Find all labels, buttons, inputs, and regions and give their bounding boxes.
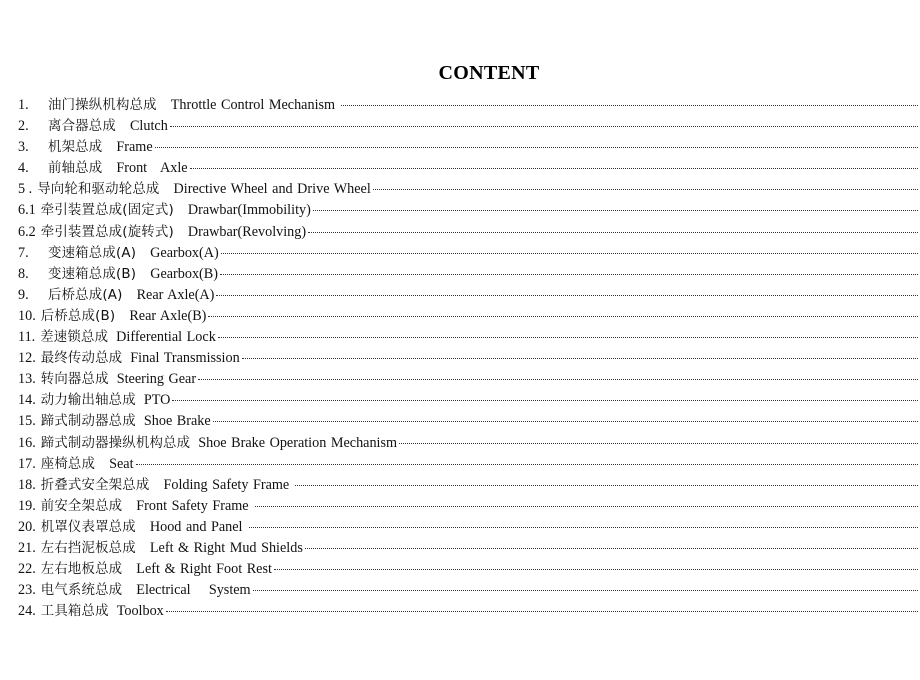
entry-number: 16. <box>18 434 36 451</box>
toc-entry <box>0 601 918 622</box>
dot-leader <box>274 569 918 570</box>
entry-title-english: Left & Right Mud Shields <box>149 539 303 556</box>
toc-entry <box>0 390 918 411</box>
entry-title-english: Rear Axle(B) <box>129 307 207 324</box>
toc-entry <box>0 475 918 496</box>
toc-entry <box>0 222 918 243</box>
entry-title-chinese: 蹄式制动器总成 <box>40 414 136 430</box>
entry-title-english: Front Safety Frame <box>136 497 249 514</box>
dot-leader <box>216 295 918 296</box>
dot-leader <box>170 126 918 127</box>
dot-leader <box>253 590 918 591</box>
entry-title-chinese: 最终传动总成 <box>40 351 123 367</box>
dot-leader <box>242 358 918 359</box>
toc-entry <box>0 369 918 390</box>
entry-number: 8. <box>18 265 29 282</box>
toc-entry <box>0 264 918 285</box>
toc-entry <box>0 580 918 601</box>
entry-title-chinese: 动力输出轴总成 <box>40 393 136 409</box>
entry-number: 2. <box>18 118 29 135</box>
dot-leader <box>308 232 918 233</box>
entry-title-chinese: 电气系统总成 <box>40 583 123 599</box>
dot-leader <box>190 168 918 169</box>
entry-title-chinese: 后桥总成(A) <box>48 287 123 303</box>
toc-entry <box>0 433 918 454</box>
entry-number: 14. <box>18 392 36 409</box>
entry-title-english: Differential Lock <box>116 329 216 346</box>
toc-entry <box>0 496 918 517</box>
entry-title-chinese: 前安全架总成 <box>40 498 123 514</box>
entry-number: 24. <box>18 603 36 620</box>
dot-leader <box>166 611 918 612</box>
entry-number: 22. <box>18 561 36 578</box>
entry-title-chinese: 工具箱总成 <box>40 604 109 620</box>
entry-title-chinese: 座椅总成 <box>40 456 96 472</box>
entry-title-english: Clutch <box>129 118 168 135</box>
entry-title-chinese: 油门操纵机构总成 <box>48 98 157 113</box>
dot-leader <box>399 443 918 444</box>
entry-title-english: Electrical System <box>136 582 251 599</box>
entry-number: 21. <box>18 539 36 556</box>
dot-leader <box>213 421 918 422</box>
page-title: CONTENT <box>438 62 540 84</box>
entry-number: 4. <box>18 160 29 177</box>
entry-title-english: Steering Gear <box>116 371 197 388</box>
entry-title-chinese: 前轴总成 <box>48 161 103 177</box>
toc-entry <box>0 116 918 137</box>
entry-title-english: Seat <box>109 455 134 472</box>
entry-title-english: Rear Axle(A) <box>136 286 215 303</box>
entry-number: 18. <box>18 476 36 493</box>
entry-number: 23. <box>18 582 36 599</box>
entry-number: 9. <box>18 286 29 303</box>
entry-title-english: Hood and Panel <box>149 518 243 535</box>
dot-leader <box>208 316 918 317</box>
entry-number: 1. <box>18 97 29 113</box>
dot-leader <box>172 400 918 401</box>
toc-entry <box>0 559 918 580</box>
entry-number: 12. <box>18 350 36 367</box>
dot-leader <box>249 527 918 528</box>
entry-title-chinese: 牵引装置总成(旋转式) <box>40 224 174 240</box>
entry-title-english: Folding Safety Frame <box>163 476 290 493</box>
dot-leader <box>373 189 918 190</box>
entry-title-chinese: 机罩仪表罩总成 <box>40 519 136 535</box>
entry-title-chinese: 左右地板总成 <box>40 562 123 578</box>
entry-title-english: Left & Right Foot Rest <box>136 561 272 578</box>
dot-leader <box>155 147 918 148</box>
toc-entry <box>0 538 918 559</box>
entry-title-chinese: 牵引装置总成(固定式) <box>40 203 174 219</box>
entry-title-english: Front Axle <box>116 160 188 177</box>
entry-title-english: Gearbox(A) <box>150 244 219 261</box>
entry-title-chinese: 离合器总成 <box>48 119 116 135</box>
entry-title-english: Throttle Control Mechanism <box>170 97 336 113</box>
dot-leader <box>295 485 918 486</box>
toc-entry <box>0 327 918 348</box>
dot-leader <box>221 253 918 254</box>
toc-entry <box>0 454 918 475</box>
entry-number: 11. <box>18 329 36 346</box>
entry-title-english: Frame <box>116 139 153 156</box>
toc-entry <box>0 243 918 264</box>
entry-title-chinese: 后桥总成(B) <box>40 308 116 324</box>
entry-number: 5 . <box>18 181 33 198</box>
entry-number: 10. <box>18 307 36 324</box>
entry-number: 6.1 <box>18 202 36 219</box>
dot-leader <box>136 464 918 465</box>
entry-title-english: Shoe Brake Operation Mechanism <box>198 434 398 451</box>
entry-title-chinese: 蹄式制动器操纵机构总成 <box>40 435 191 451</box>
entry-title-chinese: 左右挡泥板总成 <box>40 540 136 556</box>
toc-entry <box>0 348 918 369</box>
entry-number: 19. <box>18 497 36 514</box>
entry-title-english: Drawbar(Revolving) <box>187 223 307 240</box>
entry-title-english: Toolbox <box>116 603 164 620</box>
entry-title-chinese: 机架总成 <box>48 140 103 156</box>
dot-leader <box>198 379 918 380</box>
toc-entry <box>0 285 918 306</box>
entry-number: 13. <box>18 371 36 388</box>
dot-leader <box>255 506 918 507</box>
entry-title-english: PTO <box>143 392 171 409</box>
entry-title-chinese: 差速锁总成 <box>40 330 109 346</box>
toc-entry <box>0 95 918 116</box>
entry-title-chinese: 折叠式安全架总成 <box>40 477 150 493</box>
toc-entry <box>0 411 918 432</box>
entry-title-chinese: 变速箱总成(B) <box>48 266 137 282</box>
entry-title-chinese: 导向轮和驱动轮总成 <box>37 182 160 198</box>
entry-number: 7. <box>18 244 29 261</box>
table-of-contents <box>0 95 918 622</box>
dot-leader <box>305 548 918 549</box>
dot-leader <box>341 105 918 106</box>
toc-entry <box>0 200 918 221</box>
entry-title-english: Drawbar(Immobility) <box>187 202 311 219</box>
entry-number: 6.2 <box>18 223 36 240</box>
entry-title-chinese: 变速箱总成(A) <box>48 245 137 261</box>
toc-entry <box>0 158 918 179</box>
entry-number: 17. <box>18 455 36 472</box>
entry-number: 15. <box>18 413 36 430</box>
toc-entry <box>0 179 918 200</box>
toc-entry <box>0 517 918 538</box>
toc-entry <box>0 137 918 158</box>
entry-title-english: Gearbox(B) <box>150 265 218 282</box>
entry-title-english: Directive Wheel and Drive Wheel <box>173 181 371 198</box>
entry-title-english: Shoe Brake <box>143 413 211 430</box>
dot-leader <box>218 337 918 338</box>
entry-number: 20. <box>18 518 36 535</box>
entry-title-english: Final Transmission <box>130 350 240 367</box>
dot-leader <box>313 210 918 211</box>
toc-entry <box>0 306 918 327</box>
dot-leader <box>220 274 918 275</box>
entry-title-chinese: 转向器总成 <box>40 372 109 388</box>
entry-number: 3. <box>18 139 29 156</box>
